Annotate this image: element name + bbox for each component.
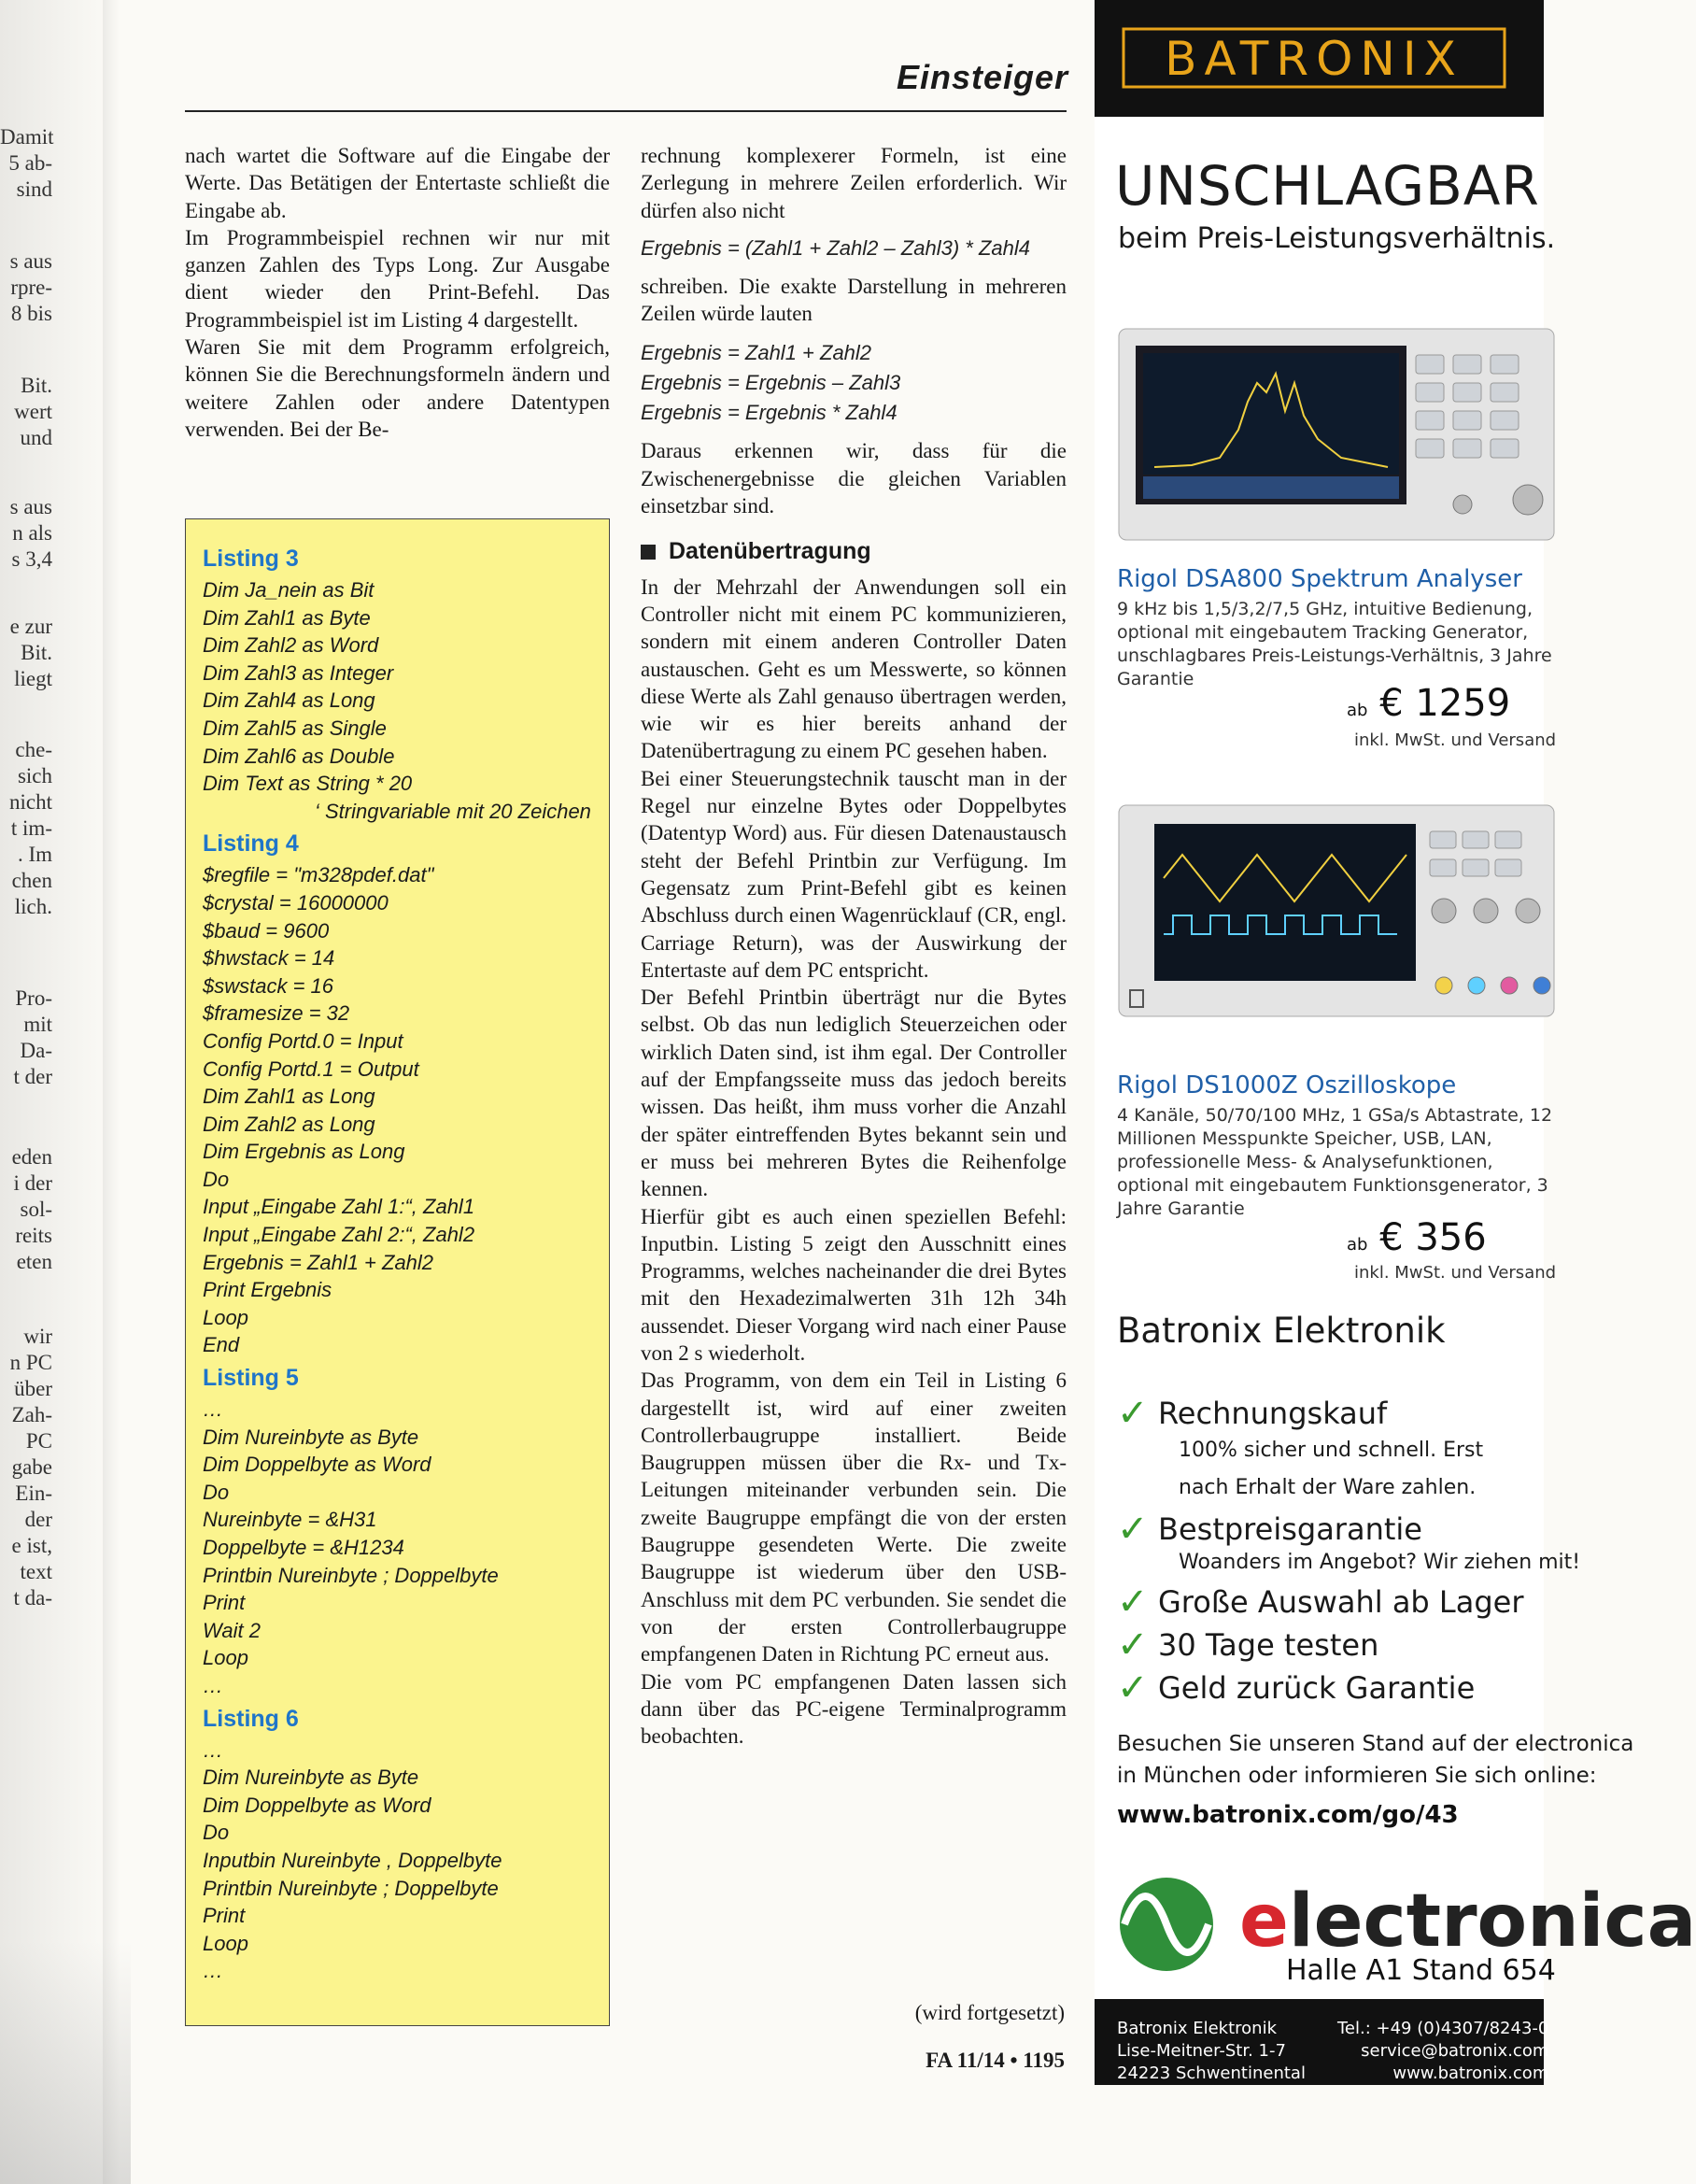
code-line: Input „Eingabe Zahl 1:“, Zahl1 [203,1195,475,1219]
code-line: $framesize = 32 [203,1001,350,1026]
fair-name-rest: lectronica [1288,1879,1696,1964]
paragraph: Hierfür gibt es auch einen speziellen Befehl: Inputbin. Listing 5 zeigt den Ausschnitt eines Programms, welches nacheinander die drei Bytes mit den Hexadezimalwerten 31h 12h 34h aussendet. Dieser Vorgang wird nach einer Pause von 2 s wiederholt. [641,1204,1067,1365]
contact-block [1337,2018,1548,2085]
gutter-fragment: Da- [20,1039,52,1062]
code-line: Dim Zahl1 as Long [203,1085,375,1109]
paragraph: nach wartet die Software auf die Eingabe der Werte. Das Betätigen der Entertaste schließt die Eingabe ab. [185,144,610,222]
code-line: Dim Ergebnis as Long [203,1140,405,1164]
spectrum-analyzer-image [1117,327,1556,542]
gutter-fragment: und [20,426,52,449]
price-prefix: ab [1347,701,1368,720]
gutter-fragment: Ein- [15,1482,52,1505]
product-description: 9 kHz bis 1,5/3,2/7,5 GHz, intuitive Bedienung, optional mit eingebautem Tracking Generator, unschlagbares Preis-Leistungs-Verhältnis, 3 Jahre Garantie [1117,599,1552,689]
batronix-logo [1123,28,1505,88]
feature-item [1117,1624,1378,1666]
fair-logo-icon [1115,1873,1218,1976]
column-2-text [641,142,1067,1750]
code-line: Dim Zahl2 as Word [203,633,379,658]
gutter-fragment: Bit. [21,374,52,397]
page-fold-shadow [103,0,120,2184]
formula-block [641,338,1067,428]
gutter-fragment: wert [14,400,52,423]
code-line: Inputbin Nureinbyte , Doppelbyte [203,1848,502,1872]
paragraph: Waren Sie mit dem Programm erfolgreich, können Sie die Berechnungsformeln ändern und weitere Zahlen oder andere Datentypen verwenden. Bei der Be- [185,335,610,441]
listing-title: Listing 5 [203,1365,299,1392]
listing-title: Listing 4 [203,830,299,858]
code-line: Loop [203,1646,248,1670]
code-line: Dim Zahl2 as Long [203,1112,375,1136]
contact-web[interactable]: www.batronix.com [1392,2063,1549,2083]
ad-tagline: beim Preis-Leistungsverhältnis. [1118,222,1556,255]
previous-page-gutter [0,0,112,2184]
product-price [1347,682,1510,725]
contact-email[interactable]: service@batronix.com [1361,2041,1549,2061]
fair-name [1239,1879,1696,1964]
check-icon: ✓ [1117,1666,1149,1709]
visit-line: in München oder informieren Sie sich online: [1117,1764,1597,1788]
section-title: Einsteiger [897,58,1069,96]
code-line: Print [203,1904,246,1928]
gutter-fragment: Damit [0,125,54,149]
visit-line: Besuchen Sie unseren Stand auf der electronica [1117,1732,1634,1756]
gutter-fragment: über [14,1377,52,1400]
gutter-fragment: s aus [9,249,52,273]
gutter-fragment: sol- [20,1198,52,1221]
code-line: Dim Zahl1 as Byte [203,605,371,630]
code-line: Dim Text as String * 20 [203,772,413,796]
gutter-fragment: der [24,1508,52,1531]
gutter-fragment: wir [23,1325,52,1348]
website-link[interactable]: www.batronix.com/go/43 [1117,1801,1459,1829]
check-icon: ✓ [1117,1392,1149,1435]
paragraph: schreiben. Die exakte Darstellung in mehreren Zeilen würde lauten [641,274,1067,326]
feature-item [1117,1508,1422,1551]
price-note: inkl. MwSt. und Versand [1354,1263,1557,1283]
gutter-fragment: eden [11,1145,52,1169]
paragraph: Im Programmbeispiel rechnen wir nur mit ganzen Zahlen des Typs Long. Zur Ausgabe dient wieder den Print-Befehl. Das Programmbeispiel ist im Listing 4 dargestellt. [185,225,610,332]
price-prefix: ab [1347,1235,1368,1255]
code-line: Dim Doppelbyte as Word [203,1453,431,1477]
code-line: Dim Nureinbyte as Byte [203,1425,419,1449]
code-line: Loop [203,1305,248,1329]
code-line: Dim Nureinbyte as Byte [203,1766,419,1790]
gutter-fragment: eten [16,1250,52,1273]
code-line: End [203,1333,240,1357]
gutter-fragment: mit [23,1013,52,1036]
code-line: Do [203,1167,230,1191]
address-block [1117,2018,1306,2085]
header-rule [185,110,1067,112]
logo-band [1095,0,1544,117]
price-value: € 1259 [1379,682,1511,725]
square-bullet-icon [641,545,656,560]
gutter-fragment: t da- [13,1586,52,1610]
batronix-advertisement [1095,0,1696,2085]
feature-label: Rechnungskauf [1158,1396,1388,1431]
column-1-text [185,142,610,443]
code-line: Dim Ja_nein as Bit [203,578,375,602]
gutter-fragment: reits [15,1224,52,1247]
paragraph: In der Mehrzahl der Anwendungen soll ein Controller nicht mit einem PC kommunizieren, sondern mit einem anderen Controller Daten austauschen. Geht es um Messwerte, so können diese Werte als Zahl genauso übertragen werden, wie wir es hier bereits anhand der Datenübertragung zu einem PC gesehen haben. [641,574,1067,763]
gutter-fragment: t der [13,1065,52,1088]
code-line: Loop [203,1931,248,1955]
product-name: Rigol DS1000Z Oszilloskope [1117,1071,1457,1099]
feature-subtext: nach Erhalt der Ware zahlen. [1179,1476,1477,1499]
feature-label: Bestpreisgarantie [1158,1511,1422,1547]
check-icon: ✓ [1117,1508,1149,1551]
code-line: $baud = 9600 [203,918,330,943]
code-line: Ergebnis = Zahl1 + Zahl2 [203,1250,434,1274]
code-line: Dim Doppelbyte as Word [203,1793,431,1817]
gutter-fragment: Pro- [15,986,52,1010]
gutter-fragment: . Im [17,843,52,866]
product-price [1347,1216,1487,1259]
feature-subtext: Woanders im Angebot? Wir ziehen mit! [1179,1551,1581,1574]
contact-phone: Tel.: +49 (0)4307/8243-0 [1337,2019,1549,2038]
continued-note: (wird fortgesetzt) [914,2001,1065,2024]
gutter-fragment: sind [16,177,52,201]
code-line: Dim Zahl6 as Double [203,744,395,768]
gutter-fragment: 8 bis [10,302,52,325]
product-description: 4 Kanäle, 50/70/100 MHz, 1 GSa/s Abtastrate, 12 Millionen Messpunkte Speicher, USB, LAN, professionelle Mess- & Analysefunktionen, optional mit eingebautem Funktionsgenerator, 3 Jahre Garantie [1117,1105,1553,1219]
gutter-fragment: t im- [10,816,52,840]
code-line: Dim Zahl3 as Integer [203,660,394,685]
code-line: … [203,1959,223,1983]
fair-name-first: e [1239,1879,1289,1964]
company-name: Batronix Elektronik [1117,1311,1446,1351]
gutter-fragment: Zah- [11,1403,52,1426]
address-line: 24223 Schwentinental [1117,2063,1306,2083]
code-line: Config Portd.0 = Input [203,1028,403,1053]
gutter-fragment: rpre- [10,276,52,299]
code-line: Dim Zahl5 as Single [203,716,387,740]
code-line: … [203,1673,223,1697]
gutter-fragment: lich. [14,895,52,918]
gutter-fragment: sich [17,764,52,787]
feature-item [1117,1392,1387,1435]
ad-footer [1095,1999,1549,2085]
paragraph: Daraus erkennen wir, dass für die Zwischenergebnisse die gleichen Variablen einsetzbar sind. [641,439,1067,518]
paragraph: Der Befehl Printbin überträgt nur die Bytes selbst. Ob das nun lediglich Steuerzeichen oder wirklich Daten sind, ist ihm egal. Der Controller auf der Empfangsseite muss das jedoch bereits wissen. Das heißt, ihm muss vorher die Anzahl der später eintreffenden Bytes bekannt sein und er muss bei mehreren Bytes die Reihenfolge kennen. [641,986,1067,1201]
visit-text [1117,1728,1634,1792]
code-line: $regfile = "m328pdef.dat" [203,863,434,887]
gutter-fragment: nicht [9,790,52,814]
code-line: Print [203,1591,246,1615]
gutter-fragment: 5 ab- [8,151,52,175]
code-line: $hwstack = 14 [203,946,335,971]
formula-line: Ergebnis = Ergebnis – Zahl3 [641,371,901,395]
paragraph: Bei einer Steuerungstechnik tauscht man in der Regel nur einzelne Bytes oder Doppelbytes (Datentyp Word) aus. Für diesen Datenaustausch steht der Befehl Printbin zur Verfügung. Im Gegensatz zum Print-Befehl gibt es keinen Abschluss durch einen Wagenrücklauf (CR, engl. Carriage Return), was der Auswirkung der Entertaste auf dem PC entspricht. [641,766,1067,982]
ad-headline: UNSCHLAGBAR [1115,154,1540,218]
scan-shadow [0,1941,131,2184]
code-line: $swstack = 16 [203,973,334,998]
code-line: Do [203,1480,230,1504]
gutter-fragment: n PC [9,1351,52,1374]
code-line: … [203,1397,223,1422]
listing-title: Listing 3 [203,546,299,572]
paragraph: Das Programm, von dem ein Teil in Listing 6 dargestellt ist, wird auf einer zweiten Controllerbaugruppe installiert. Beide Baugruppen müssen über die Rx- und Tx-Leitungen miteinander verbunden sein. Die zweite Baugruppe empfängt die von der ersten Baugruppe gesendeten Werte. Die zweite Baugruppe ist wiederum über den USB-Anschluss mit dem PC verbunden. Sie sendet die von der ersten Controllerbaugruppe empfangenen Daten in Richtung PC erneut aus. [641,1369,1067,1666]
formula-line: Ergebnis = Ergebnis * Zahl4 [641,401,897,425]
gutter-fragment: e ist, [11,1534,52,1557]
gutter-fragment: chen [11,869,52,892]
gutter-fragment: s 3,4 [11,547,52,571]
section-heading-text: Datenübertragung [669,538,871,565]
gutter-fragment: s aus [9,495,52,518]
gutter-fragment: liegt [14,667,52,690]
gutter-fragment: text [20,1560,52,1583]
address-line: Lise-Meitner-Str. 1-7 [1117,2041,1286,2061]
page-folio: FA 11/14 • 1195 [926,2049,1065,2072]
price-note: inkl. MwSt. und Versand [1354,730,1557,750]
feature-label: Große Auswahl ab Lager [1158,1584,1524,1620]
code-line: Input „Eingabe Zahl 2:“, Zahl2 [203,1223,475,1247]
code-line: Config Portd.1 = Output [203,1057,419,1081]
formula-line: Ergebnis = Zahl1 + Zahl2 [641,341,872,365]
section-heading [641,538,1067,565]
feature-item [1117,1581,1524,1624]
code-line: Dim Zahl4 as Long [203,688,375,713]
gutter-fragment: gabe [11,1455,52,1479]
gutter-fragment: che- [15,738,52,761]
price-value: € 356 [1379,1216,1487,1259]
code-line: Print Ergebnis [203,1278,332,1302]
feature-label: Geld zurück Garantie [1158,1670,1476,1706]
gutter-fragment: PC [25,1429,52,1453]
gutter-fragment: e zur [9,615,52,638]
check-icon: ✓ [1117,1581,1149,1624]
code-listing-box [185,518,610,2026]
gutter-fragment: n als [12,521,52,545]
listing-title: Listing 6 [203,1705,299,1732]
paragraph: Die vom PC empfangenen Daten lassen sich dann über das PC-eigene Terminalprogramm beobachten. [641,1669,1067,1749]
code-line: Wait 2 [203,1618,261,1642]
gutter-fragment: i der [13,1171,52,1195]
check-icon: ✓ [1117,1624,1149,1666]
formula: Ergebnis = (Zahl1 + Zahl2 – Zahl3) * Zahl4 [641,235,1031,260]
paragraph: rechnung komplexerer Formeln, ist eine Zerlegung in mehrere Zeilen erforderlich. Wir dürfen also nicht [641,144,1067,222]
oscilloscope-image [1117,803,1556,1018]
code-line: Nureinbyte = &H31 [203,1508,377,1532]
feature-subtext: 100% sicher und schnell. Erst [1179,1439,1484,1462]
code-line: Doppelbyte = &H1234 [203,1536,404,1559]
code-line: Do [203,1821,230,1845]
fair-hall: Halle A1 Stand 654 [1286,1954,1556,1987]
gutter-fragment: Bit. [21,641,52,664]
feature-item [1117,1666,1475,1709]
logo-text: BATRONIX [1165,32,1463,86]
code-line: $crystal = 16000000 [203,890,389,915]
code-line: Printbin Nureinbyte ; Doppelbyte [203,1876,499,1900]
feature-label: 30 Tage testen [1158,1627,1379,1663]
code-comment: ‘ Stringvariable mit 20 Zeichen [315,799,591,823]
product-name: Rigol DSA800 Spektrum Analyser [1117,565,1522,593]
code-line: Printbin Nureinbyte ; Doppelbyte [203,1563,499,1587]
address-line: Batronix Elektronik [1117,2019,1278,2038]
code-line: … [203,1737,223,1762]
